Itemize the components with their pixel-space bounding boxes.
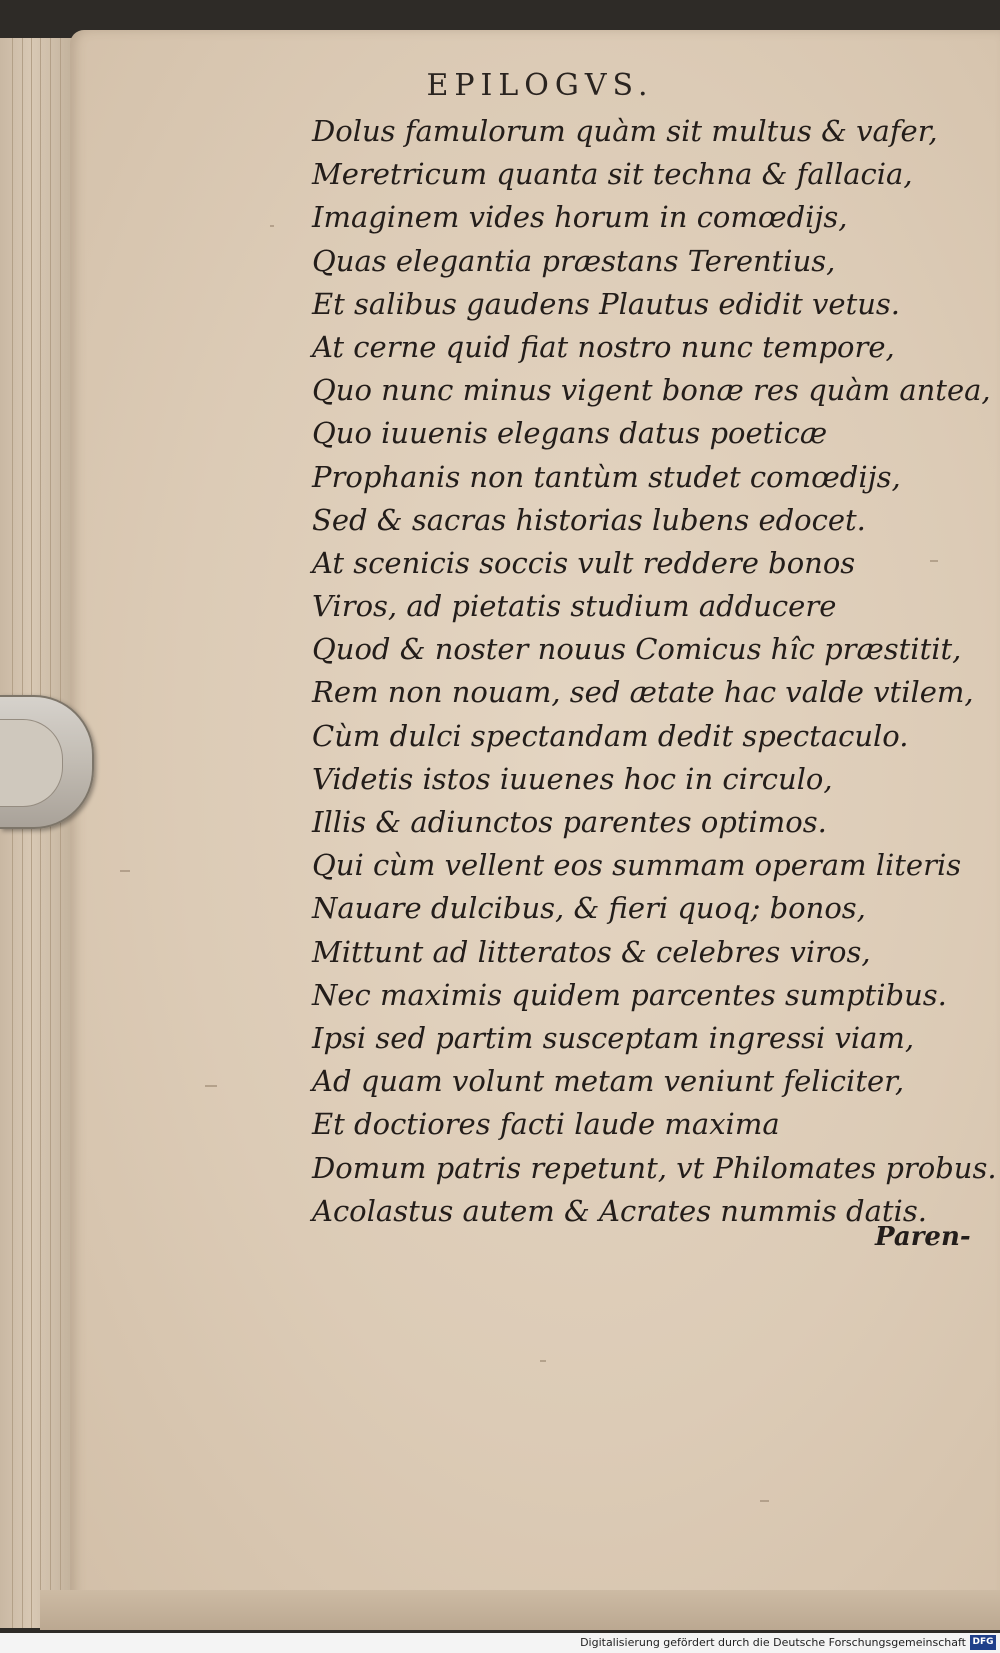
page-heading: EPILOGVS. bbox=[426, 68, 654, 103]
verse-line: Rem non nouam, sed ætate hac valde vtilem, bbox=[312, 675, 974, 710]
page-bottom-edge bbox=[40, 1590, 1000, 1630]
verse-line: Illis & adiunctos parentes optimos. bbox=[312, 805, 827, 839]
verse-line: At cerne quid fiat nostro nunc tempore, bbox=[312, 329, 895, 364]
dfg-logo: DFG bbox=[970, 1635, 996, 1650]
verse-list bbox=[312, 110, 997, 1233]
verse-line: Nauare dulcibus, & fieri quoq; bonos, bbox=[312, 891, 866, 926]
verse-line: Ad quam volunt metam veniunt feliciter, bbox=[312, 1064, 905, 1099]
verse-line: Cùm dulci spectandam dedit spectaculo. bbox=[312, 718, 909, 753]
verse-line: Quo iuuenis elegans datus poeticæ bbox=[312, 416, 828, 451]
verse-line: Nec maximis quidem parcentes sumptibus. bbox=[312, 977, 947, 1012]
verse-line: Quo nunc minus vigent bonæ res quàm antea, bbox=[312, 373, 991, 408]
verse-line: Et doctiores facti laude maxima bbox=[312, 1107, 780, 1142]
verse-line: Meretricum quanta sit techna & fallacia, bbox=[312, 157, 913, 192]
verse-line: At scenicis soccis vult reddere bonos bbox=[312, 545, 856, 580]
verse-line: Imaginem vides horum in comœdijs, bbox=[312, 200, 848, 235]
verse-line: Ipsi sed partim susceptam ingressi viam, bbox=[312, 1020, 915, 1055]
verse-line: Quas elegantia præstans Terentius, bbox=[312, 243, 836, 278]
verse-line: Videtis istos iuuenes hoc in circulo, bbox=[312, 761, 833, 796]
verse-line: Qui cùm vellent eos summam operam literis bbox=[312, 848, 962, 883]
verse-line: Prophanis non tantùm studet comœdijs, bbox=[312, 459, 901, 494]
catchword: Paren- bbox=[875, 1222, 971, 1252]
verse-line: Dolus famulorum quàm sit multus & vafer, bbox=[312, 114, 938, 148]
verse-line: Et salibus gaudens Plautus edidit vetus. bbox=[312, 286, 901, 321]
verse-line: Acolastus autem & Acrates nummis datis. bbox=[312, 1193, 927, 1228]
verse-line: Domum patris repetunt, vt Philomates probus. bbox=[312, 1150, 997, 1185]
funding-credit: Digitalisierung gefördert durch die Deutsche Forschungsgemeinschaft bbox=[580, 1636, 966, 1649]
verse-line: Quod & noster nouus Comicus hîc præstitit, bbox=[312, 632, 962, 667]
page-edge-stack bbox=[0, 38, 79, 1628]
verse-line: Mittunt ad litteratos & celebres viros, bbox=[312, 934, 871, 969]
verse-line: Viros, ad pietatis studium adducere bbox=[312, 589, 837, 624]
verse-line: Sed & sacras historias lubens edocet. bbox=[312, 502, 866, 537]
